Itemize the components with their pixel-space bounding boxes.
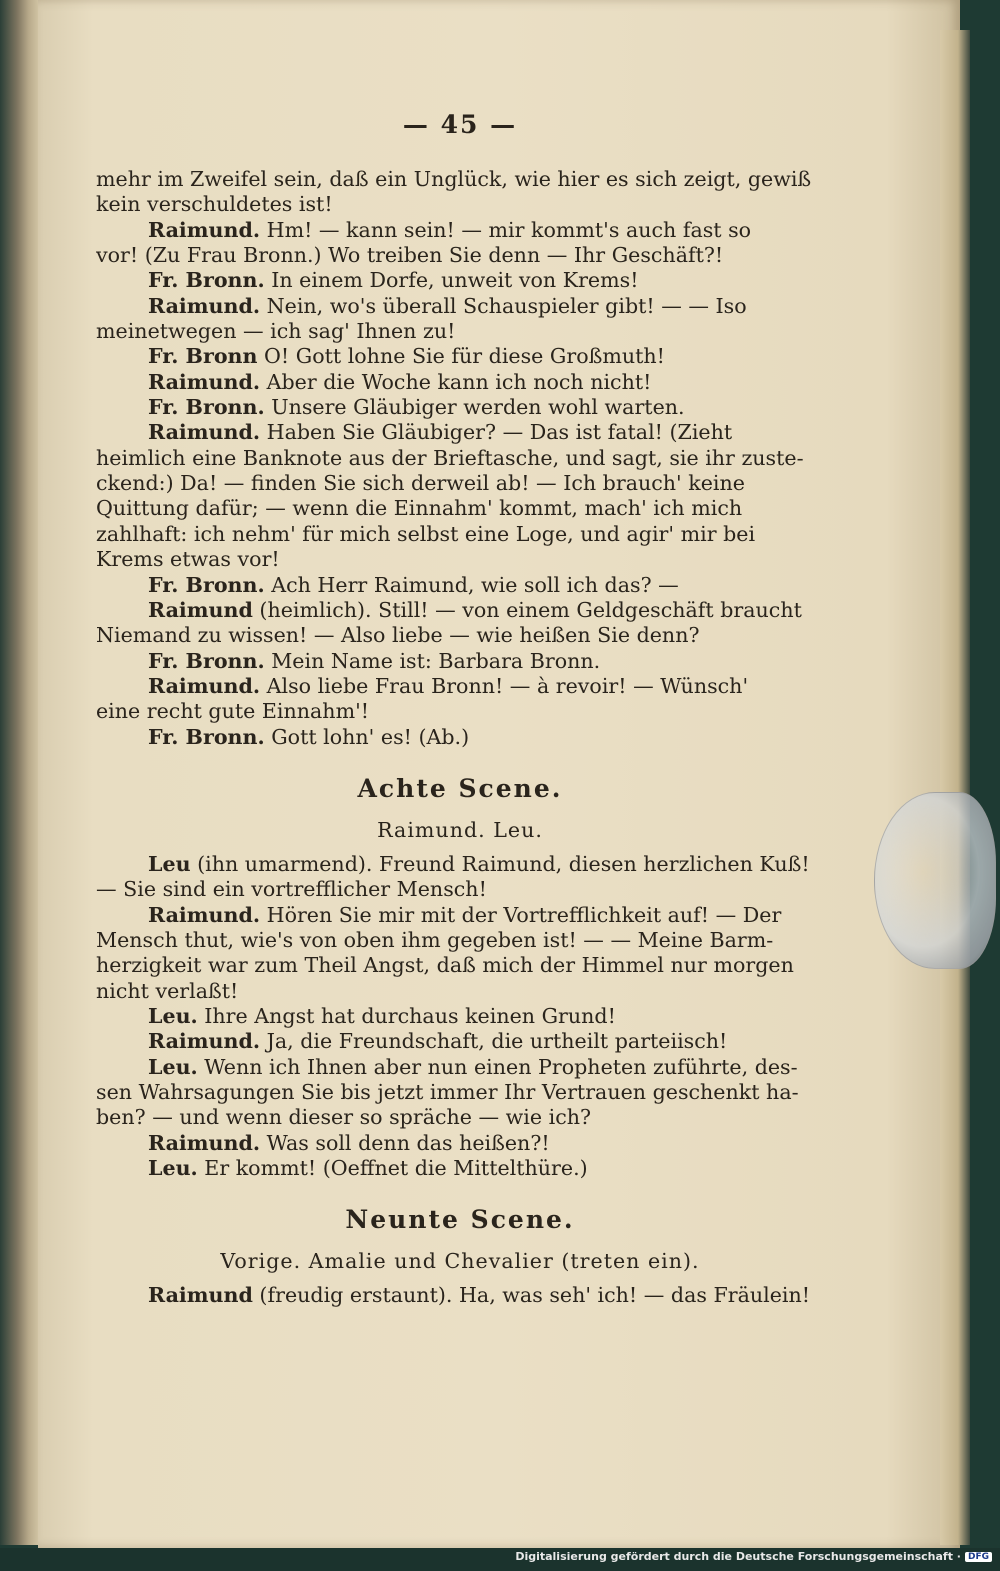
text-line xyxy=(96,471,824,496)
text-line xyxy=(96,903,824,928)
speaker-name: Raimund xyxy=(148,1283,253,1308)
digitization-credit xyxy=(515,1550,992,1563)
speaker-name: Leu. xyxy=(148,1003,198,1028)
text-line xyxy=(96,547,824,572)
line-text: meinetwegen — ich sag' Ihnen zu! xyxy=(96,319,456,344)
text-line xyxy=(96,877,824,902)
line-text: heimlich eine Banknote aus der Brieftasche, und sagt, sie ihr zuste- xyxy=(96,445,804,470)
line-text: Gott lohn' es! (Ab.) xyxy=(264,724,470,749)
line-text: Wenn ich Ihnen aber nun einen Propheten zuführte, des- xyxy=(197,1054,798,1079)
speaker-name: Fr. Bronn. xyxy=(148,648,265,673)
line-text: Nein, wo's überall Schauspieler gibt! — — Iso xyxy=(260,293,747,318)
scene-title-8: Achte Scene. xyxy=(357,773,563,803)
text-line xyxy=(96,522,824,547)
speaker-name: Raimund. xyxy=(148,369,261,394)
text-line xyxy=(96,446,824,471)
speaker-name: Raimund. xyxy=(148,673,261,698)
dialogue-block-3 xyxy=(96,1283,824,1308)
text-line xyxy=(96,420,824,445)
text-line xyxy=(96,294,824,319)
text-line xyxy=(96,979,824,1004)
text-line xyxy=(96,167,824,192)
line-text: Hm! — kann sein! — mir kommt's auch fast so xyxy=(260,217,752,242)
page-text xyxy=(96,110,824,1309)
line-text: — Sie sind ein vortrefflicher Mensch! xyxy=(96,877,487,902)
speaker-name: Raimund. xyxy=(148,1029,261,1054)
speaker-name: Fr. Bronn. xyxy=(148,268,265,293)
text-line xyxy=(96,1004,824,1029)
line-text: Ja, die Freundschaft, die urtheilt parteiisch! xyxy=(260,1029,728,1054)
line-text: Haben Sie Gläubiger? — Das ist fatal! (Zieht xyxy=(260,420,733,445)
line-text: zahlhaft: ich nehm' für mich selbst eine Loge, und agir' mir bei xyxy=(96,521,756,546)
dfg-logo: DFG xyxy=(965,1552,992,1562)
speaker-name: Leu. xyxy=(148,1054,198,1079)
line-text: herzigkeit war zum Theil Angst, daß mich der Himmel nur morgen xyxy=(96,953,794,978)
text-line xyxy=(96,395,824,420)
line-text: Mensch thut, wie's von oben ihm gegeben ist! — — Meine Barm- xyxy=(96,927,774,952)
text-line xyxy=(96,218,824,243)
text-line xyxy=(96,344,824,369)
speaker-name: Raimund. xyxy=(148,293,261,318)
scene-title-9: Neunte Scene. xyxy=(345,1205,575,1235)
text-line xyxy=(96,1055,824,1080)
line-text: sen Wahrsagungen Sie bis jetzt immer Ihr Vertrauen geschenkt ha- xyxy=(96,1080,799,1104)
text-line xyxy=(96,319,824,344)
speaker-name: Fr. Bronn xyxy=(148,344,258,369)
text-line xyxy=(96,928,824,953)
scene-cast-9: Vorige. Amalie und Chevalier (treten ein). xyxy=(220,1249,700,1274)
line-text: O! Gott lohne Sie für diese Großmuth! xyxy=(257,344,665,369)
page-number: — 45 — xyxy=(402,110,518,139)
line-text: Unsere Gläubiger werden wohl warten. xyxy=(264,395,685,420)
text-line xyxy=(96,623,824,648)
text-line xyxy=(96,649,824,674)
line-text: Also liebe Frau Bronn! — à revoir! — Wünsch' xyxy=(260,673,749,698)
line-text: vor! (Zu Frau Bronn.) Wo treiben Sie denn — Ihr Geschäft?! xyxy=(96,243,724,268)
page-edge xyxy=(940,30,970,1545)
speaker-name: Raimund. xyxy=(148,1130,261,1155)
text-line xyxy=(96,598,824,623)
speaker-name: Fr. Bronn. xyxy=(148,724,265,749)
text-line xyxy=(96,1283,824,1308)
text-line xyxy=(96,1105,824,1130)
text-line xyxy=(96,243,824,268)
line-text: Ihre Angst hat durchaus keinen Grund! xyxy=(197,1003,616,1028)
line-text: Aber die Woche kann ich noch nicht! xyxy=(260,369,652,394)
text-line xyxy=(96,725,824,750)
text-line xyxy=(96,1080,824,1105)
text-line xyxy=(96,953,824,978)
line-text: Mein Name ist: Barbara Bronn. xyxy=(264,648,601,673)
speaker-name: Leu xyxy=(148,851,191,876)
text-line xyxy=(96,1156,824,1181)
speaker-name: Raimund. xyxy=(148,420,261,445)
line-text: ben? — und wenn dieser so spräche — wie ich? xyxy=(96,1105,592,1130)
speaker-name: Raimund xyxy=(148,597,253,622)
text-line xyxy=(96,852,824,877)
text-line xyxy=(96,268,824,293)
dialogue-block-2 xyxy=(96,852,824,1181)
line-text: (freudig erstaunt). Ha, was seh' ich! — das Fräulein! xyxy=(252,1283,811,1308)
line-text: In einem Dorfe, unweit von Krems! xyxy=(264,268,639,293)
text-line xyxy=(96,496,824,521)
magnifier-glare xyxy=(874,792,996,969)
line-text: Hören Sie mir mit der Vortrefflichkeit auf! — Der xyxy=(260,902,782,927)
line-text: ckend:) Da! — finden Sie sich derweil ab! — Ich brauch' keine xyxy=(96,471,745,496)
speaker-name: Raimund. xyxy=(148,217,261,242)
line-text: (heimlich). Still! — von einem Geldgeschäft braucht xyxy=(252,597,802,622)
dialogue-block-1 xyxy=(96,167,824,750)
speaker-name: Leu. xyxy=(148,1156,198,1181)
line-text: kein verschuldetes ist! xyxy=(96,192,333,217)
text-line xyxy=(96,1131,824,1156)
line-text: Was soll denn das heißen?! xyxy=(260,1130,550,1155)
scene-cast-8: Raimund. Leu. xyxy=(377,817,543,842)
line-text: Quittung dafür; — wenn die Einnahm' kommt, mach' ich mich xyxy=(96,496,743,521)
text-line xyxy=(96,192,824,217)
speaker-name: Fr. Bronn. xyxy=(148,395,265,420)
text-line xyxy=(96,1029,824,1054)
line-text: mehr im Zweifel sein, daß ein Unglück, wie hier es sich zeigt, gewiß xyxy=(96,167,812,191)
text-line xyxy=(96,573,824,598)
line-text: Er kommt! (Oeffnet die Mittelthüre.) xyxy=(197,1156,588,1181)
line-text: (ihn umarmend). Freund Raimund, diesen herzlichen Kuß! xyxy=(190,851,810,876)
speaker-name: Raimund. xyxy=(148,902,261,927)
book-gutter xyxy=(0,0,38,1545)
line-text: Krems etwas vor! xyxy=(96,547,280,572)
line-text: Ach Herr Raimund, wie soll ich das? — xyxy=(264,572,679,597)
line-text: nicht verlaßt! xyxy=(96,978,239,1003)
text-line xyxy=(96,370,824,395)
line-text: eine recht gute Einnahm'! xyxy=(96,699,370,724)
credit-text: Digitalisierung gefördert durch die Deutsche Forschungsgemeinschaft · xyxy=(515,1550,961,1563)
text-line xyxy=(96,674,824,699)
text-line xyxy=(96,699,824,724)
speaker-name: Fr. Bronn. xyxy=(148,572,265,597)
line-text: Niemand zu wissen! — Also liebe — wie heißen Sie denn? xyxy=(96,623,700,648)
